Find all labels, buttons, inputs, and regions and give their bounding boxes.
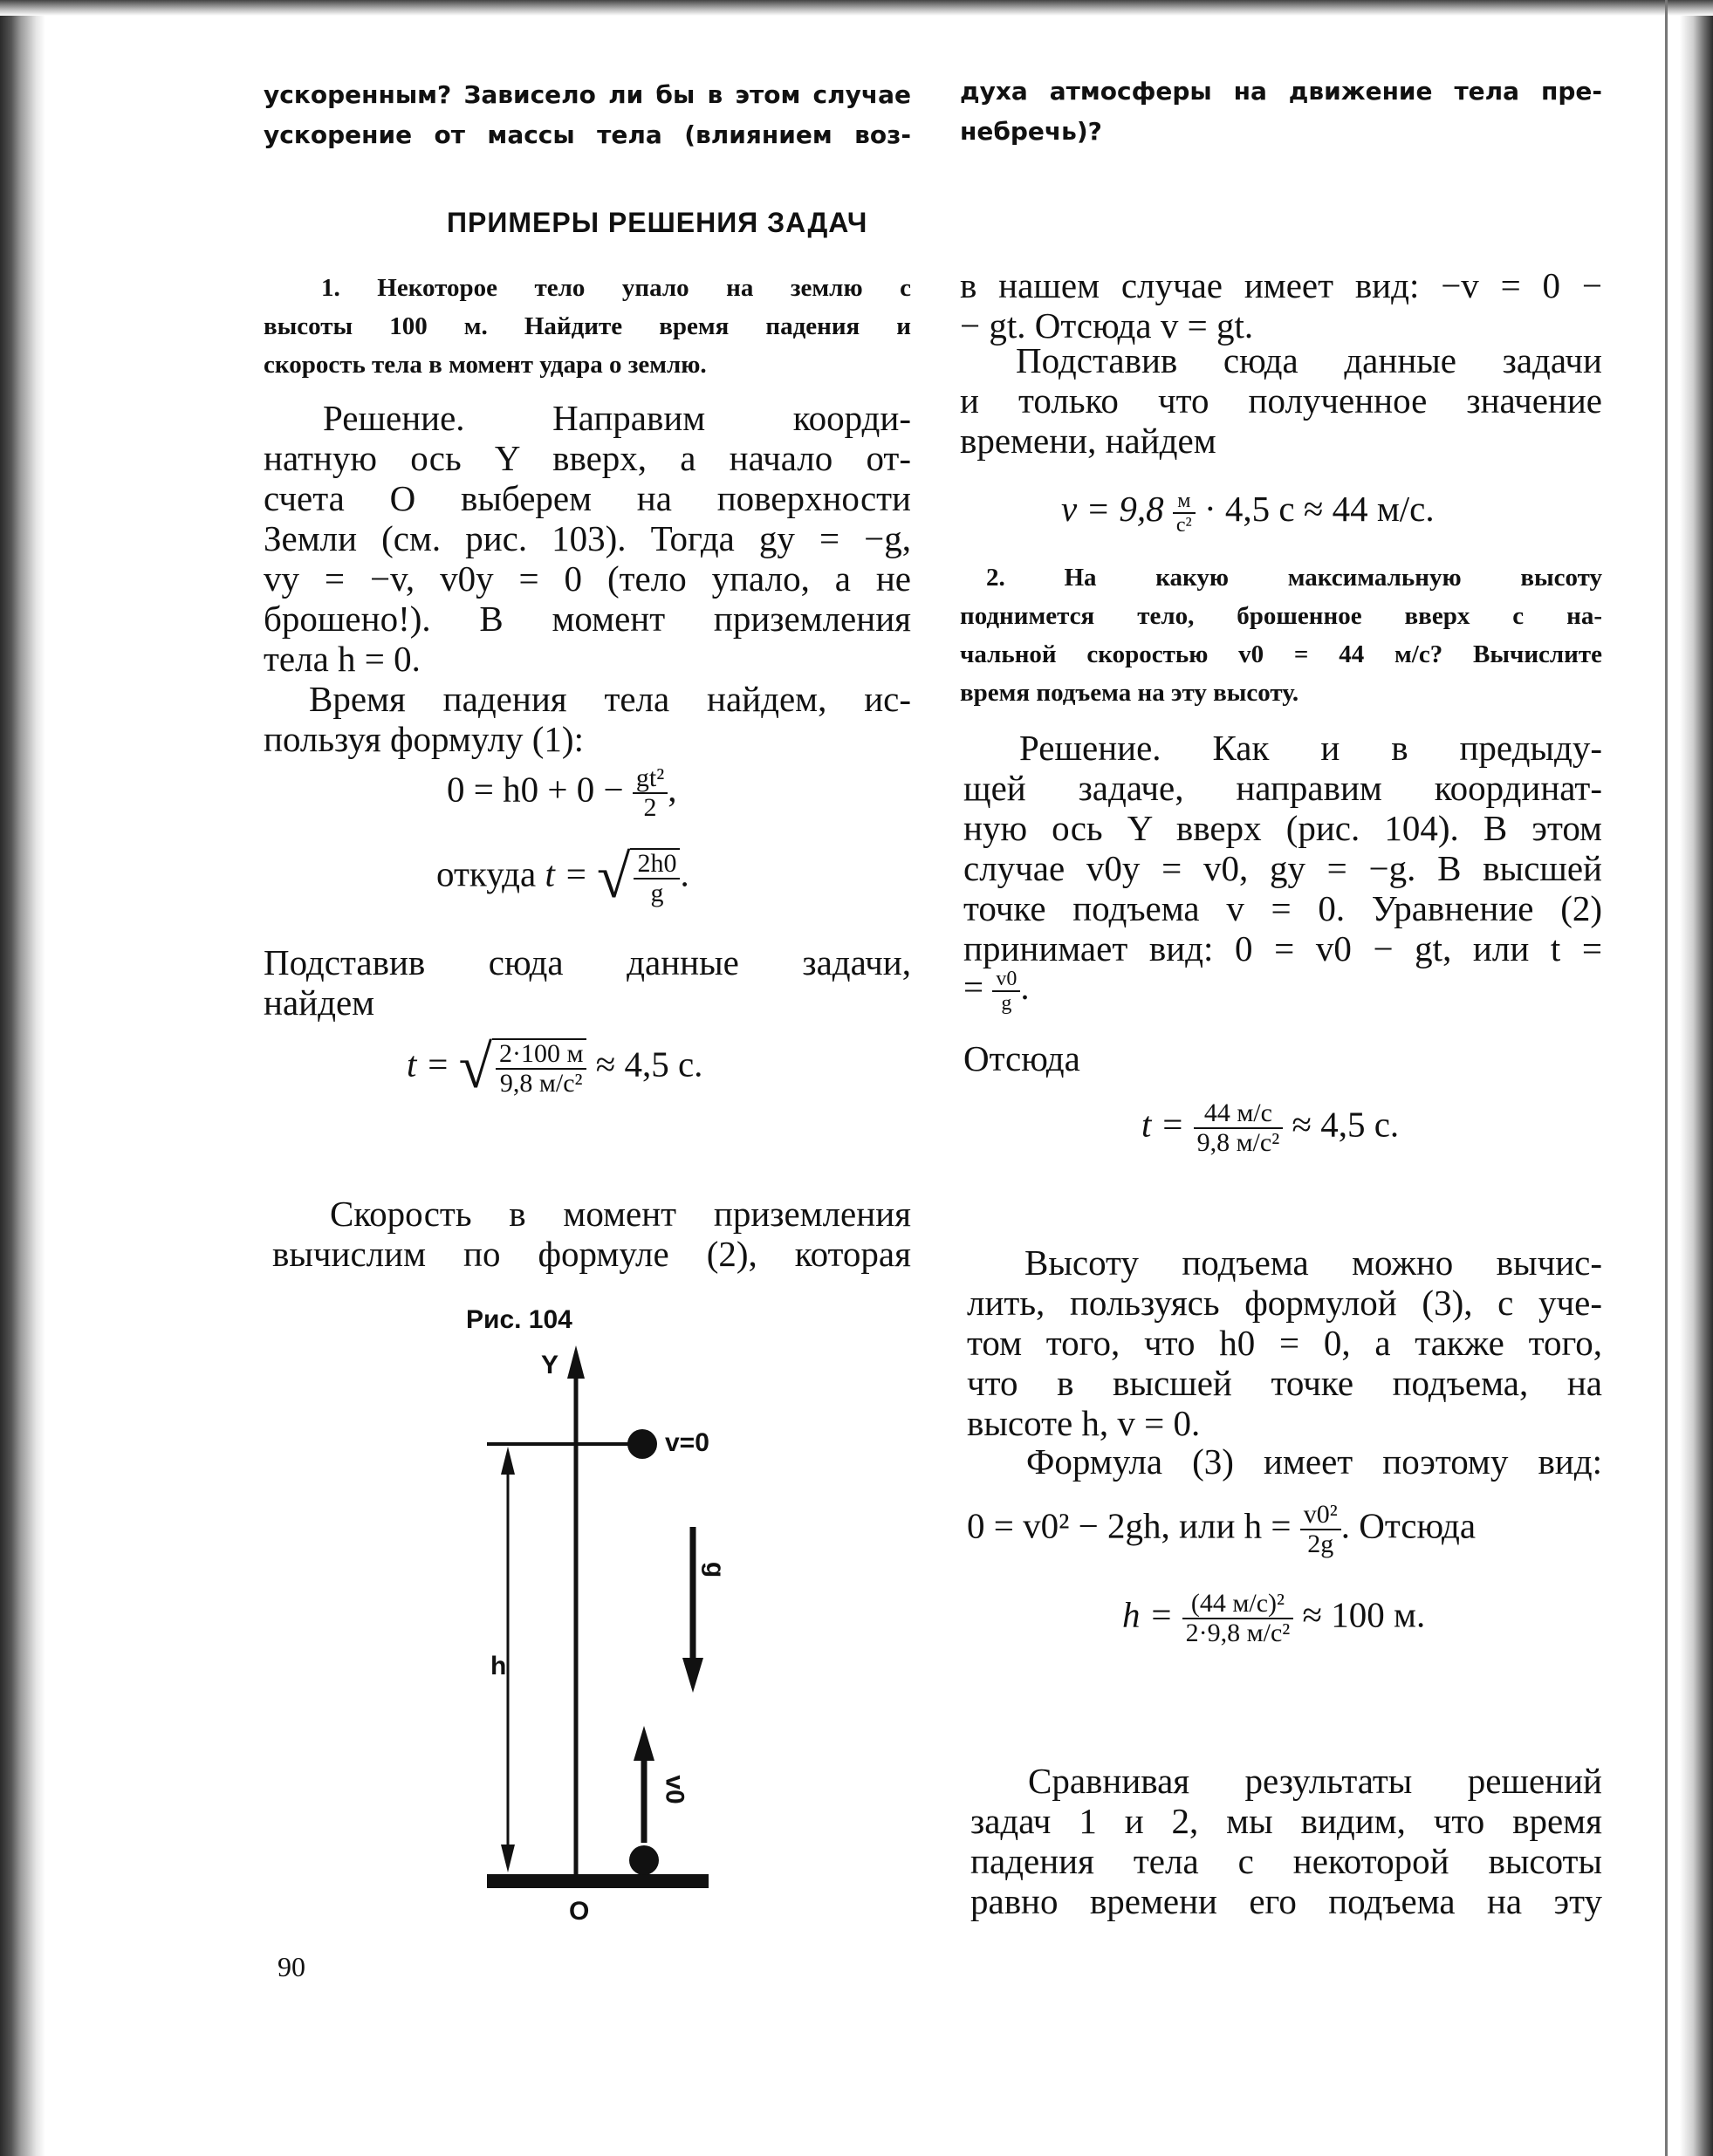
ball-top xyxy=(627,1429,657,1459)
compare-line-4: равно времени его подъема на эту xyxy=(970,1881,1602,1921)
ground-bar xyxy=(487,1874,709,1888)
solution2-line-5: точке подъема v = 0. Уравнение (2) xyxy=(963,888,1602,928)
problem2-line-4: время подъема на эту высоту. xyxy=(960,679,1299,707)
figure-v0-label: v0 xyxy=(660,1775,689,1804)
formula-h-general: 0 = v0² − 2gh, или h = $\frac{\text{v0²}}{2g}$ . Отсюда xyxy=(967,1500,1477,1558)
solution1-line-2: натную ось Y вверх, а начало от- xyxy=(264,438,911,478)
formula-t-second: t = $\frac{44 м/с}{\text{9,8 м/c²}}$ ≈ 4,5 с. xyxy=(1141,1099,1400,1157)
right-subst-line-2: и только что полученное значение xyxy=(960,380,1602,421)
from-here-text: Отсюда xyxy=(963,1038,1080,1078)
solution2-line-1: Решение. Как и в предыду- xyxy=(1019,728,1602,768)
top-left-line-2: ускорение от массы тела (влиянием воз- xyxy=(264,120,911,149)
figure-g-label: g xyxy=(701,1561,730,1578)
section-heading: ПРИМЕРЫ РЕШЕНИЯ ЗАДАЧ xyxy=(447,207,868,238)
formula-h-numeric: h = $\frac{\text{(44 м/с)²}}{\text{2·9,8 м/c²}}$ ≈ 100 м. xyxy=(1122,1589,1426,1647)
right-cont-line-2: − gt. Отсюда v = gt. xyxy=(960,305,1254,346)
problem2-line-2: поднимется тело, брошенное вверх с на- xyxy=(960,602,1602,630)
solution2-line-3: ную ось Y вверх (рис. 104). В этом xyxy=(963,808,1602,848)
figure-h-label: h xyxy=(490,1652,507,1680)
solution2-line-6: принимает вид: 0 = v0 − gt, или t = xyxy=(963,928,1602,968)
solution1-line-1: Решение. Направим коорди- xyxy=(323,398,911,438)
right-subst-line-1: Подставив сюда данные задачи xyxy=(1016,340,1602,380)
figure-top-velocity-label: v=0 xyxy=(665,1428,709,1457)
form3-line: Формула (3) имеет поэтому вид: xyxy=(1026,1441,1602,1482)
speed-line-2: вычислим по формуле (2), которая xyxy=(272,1234,911,1274)
solution2-line-4: случае v0y = v0, gy = −g. В высшей xyxy=(963,848,1602,888)
figure-origin-label: O xyxy=(569,1897,590,1926)
compare-line-1: Сравнивая результаты решений xyxy=(1028,1761,1602,1801)
formula-t-numeric: t = √ $\frac{2\cdot 100 м}{\text{9,8 м/c²}}$ ≈ 4,5 с. xyxy=(407,1034,703,1101)
height-line-2: лить, пользуясь формулой (3), с уче- xyxy=(967,1283,1602,1323)
formula-t-root: откуда t = √ $\frac{2h0}{g}$ . xyxy=(436,844,689,911)
y-axis-arrowhead xyxy=(567,1345,585,1379)
figure-caption: Рис. 104 xyxy=(466,1305,572,1334)
height-line-3: том того, что h0 = 0, а также того, xyxy=(967,1323,1602,1363)
problem1-line-1: 1. Некоторое тело упало на землю с xyxy=(321,274,911,302)
compare-line-3: падения тела с некоторой высоты xyxy=(970,1841,1602,1881)
ball-bottom xyxy=(629,1845,659,1875)
scan-edge-right xyxy=(1680,0,1713,2156)
problem2-line-1: 2. На какую максимальную высоту xyxy=(986,564,1602,592)
height-line-5: высоте h, v = 0. xyxy=(967,1403,1201,1443)
page-fold xyxy=(1665,0,1668,2156)
subst-line-1: Подставив сюда данные задачи, xyxy=(264,942,911,982)
top-right-line-2: небречь)? xyxy=(960,117,1102,146)
solution2-line-2: щей задаче, направим координат- xyxy=(963,768,1602,808)
scan-edge-top xyxy=(0,0,1713,16)
solution1-line-4: Земли (см. рис. 103). Тогда gy = −g, xyxy=(264,518,911,558)
compare-line-2: задач 1 и 2, мы видим, что время xyxy=(970,1801,1602,1841)
problem2-line-3: чальной скоростью v0 = 44 м/с? Вычислите xyxy=(960,640,1602,668)
height-line-4: что в высшей точке подъема, на xyxy=(967,1363,1602,1403)
solution1-line-5: vy = −v, v0y = 0 (тело упало, а не xyxy=(264,558,911,599)
figure-axis-label: Y xyxy=(541,1351,559,1379)
formula-v-numeric: v = 9,8 $\frac{м}{\text{c²}}$ · 4,5 с ≈ 44 м/с. xyxy=(1061,489,1435,537)
subst-line-2: найдем xyxy=(264,982,375,1023)
height-line-1: Высоту подъема можно вычис- xyxy=(1024,1242,1602,1283)
v0-vector-head xyxy=(634,1726,654,1761)
formula-fall-equation: 0 = h0 + 0 − $\frac{\text{gt²}}{2}$ , xyxy=(447,763,677,822)
top-right-line-1: духа атмосферы на движение тела пре- xyxy=(960,77,1602,106)
page-number: 90 xyxy=(278,1951,305,1982)
time-line-1: Время падения тела найдем, ис- xyxy=(309,679,911,719)
h-arrow-top xyxy=(501,1447,515,1475)
problem1-line-3: скорость тела в момент удара о землю. xyxy=(264,351,707,379)
solution1-line-7: тела h = 0. xyxy=(264,639,421,679)
g-vector-head xyxy=(682,1658,703,1693)
right-subst-line-3: времени, найдем xyxy=(960,421,1216,461)
formula-t-v0-over-g: = $\frac{v0}{g}$ . xyxy=(963,967,1030,1015)
speed-line-1: Скорость в момент приземления xyxy=(330,1194,911,1234)
time-line-2: пользуя формулу (1): xyxy=(264,719,584,759)
scan-edge-left xyxy=(0,0,45,2156)
h-arrow-bottom xyxy=(501,1845,515,1872)
solution1-line-3: счета O выберем на поверхности xyxy=(264,478,911,518)
solution1-line-6: брошено!). В момент приземления xyxy=(264,599,911,639)
right-cont-line-1: в нашем случае имеет вид: −v = 0 − xyxy=(960,265,1602,305)
problem1-line-2: высоты 100 м. Найдите время падения и xyxy=(264,312,911,340)
top-left-line-1: ускоренным? Зависело ли бы в этом случае xyxy=(264,80,911,109)
